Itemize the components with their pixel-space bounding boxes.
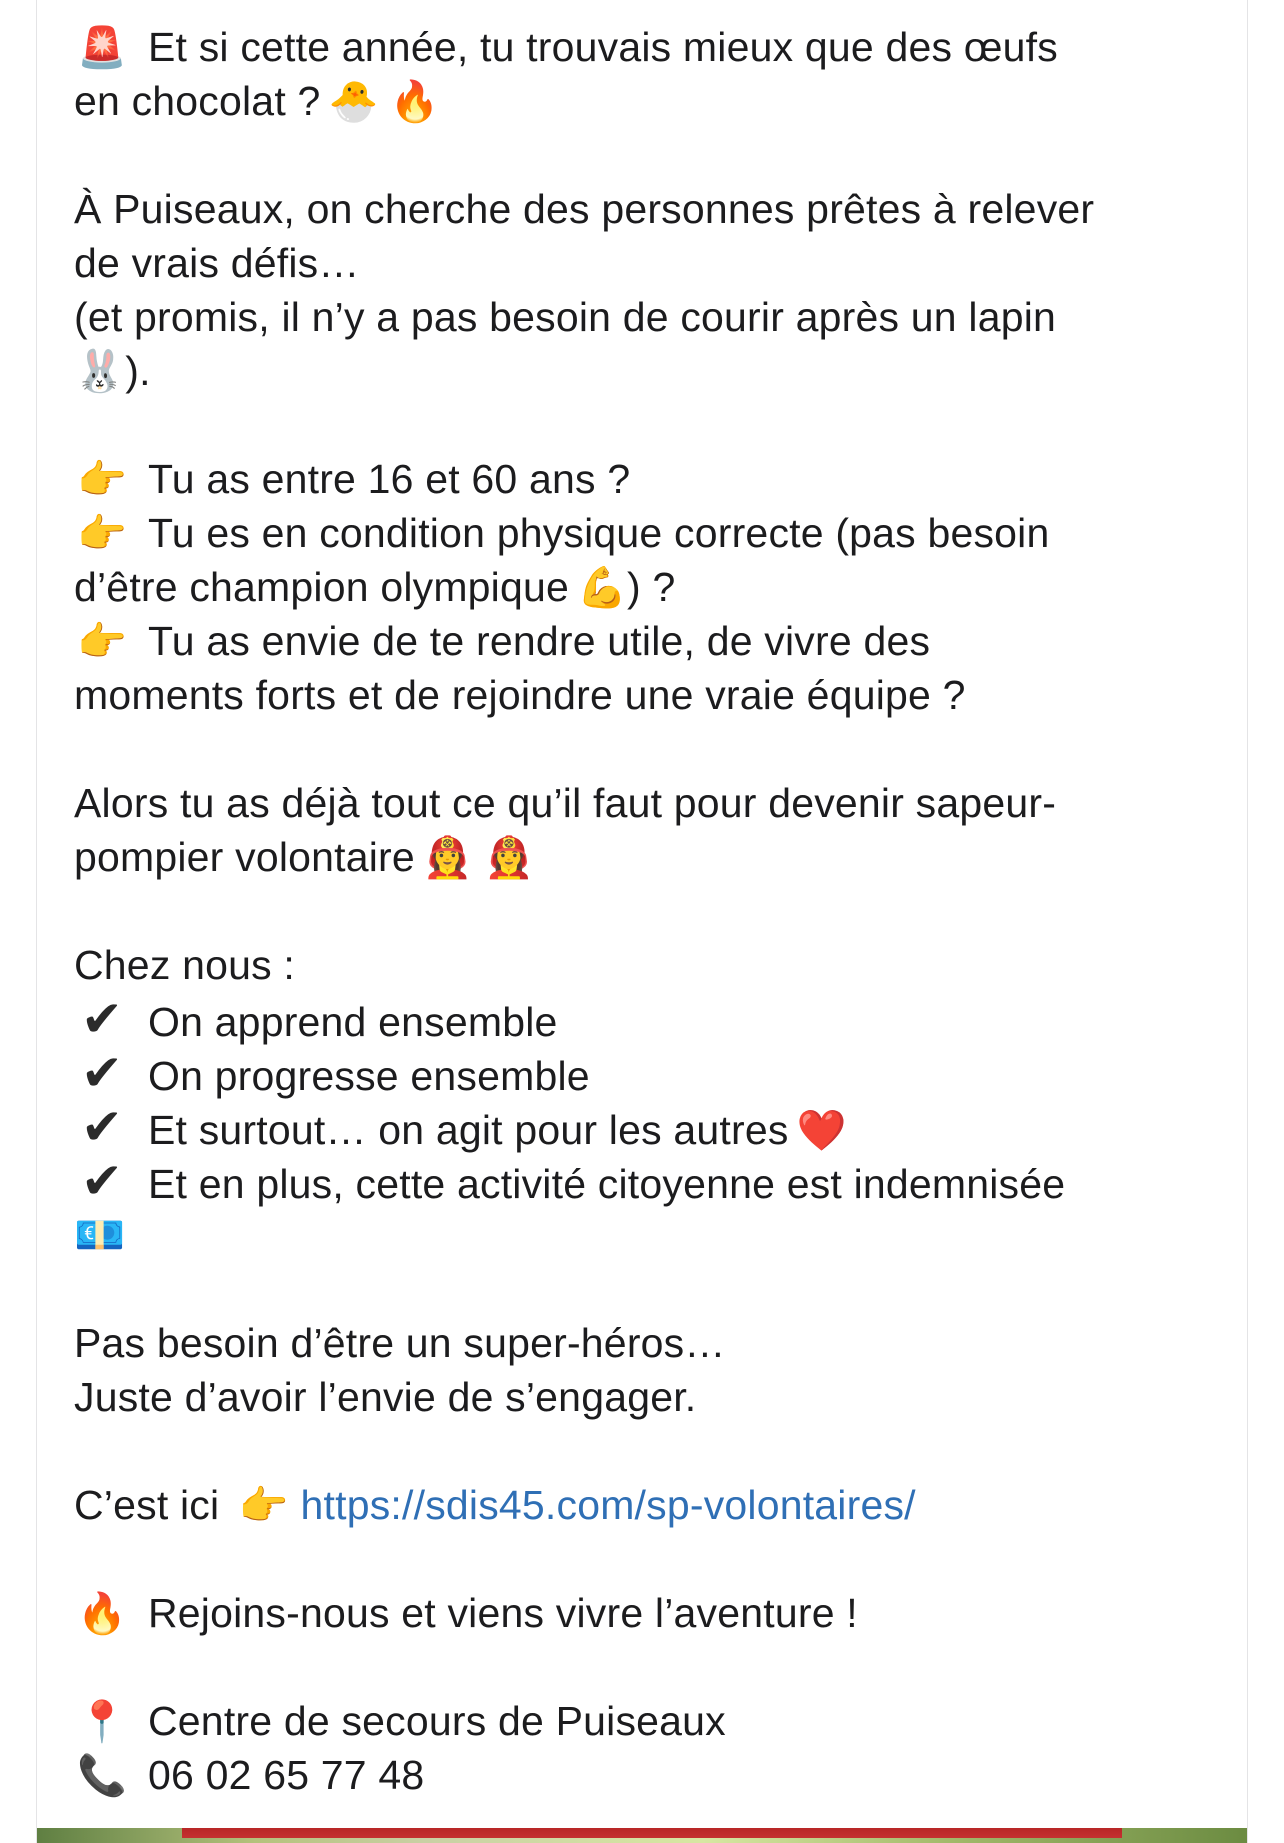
firefighter-icon: 👩‍🚒 👩‍🚒 — [422, 836, 535, 880]
puiseaux-line-4 — [74, 344, 1224, 398]
question-2-text-2: d’être champion olympique — [74, 564, 569, 610]
puiseaux-line-3: (et promis, il n’y a pas besoin de courir après un lapin — [74, 294, 1057, 340]
spacer — [74, 128, 1224, 182]
intro-text-2: en chocolat ? — [74, 78, 321, 124]
checklist-item-1 — [74, 992, 1224, 1046]
check-mark-icon: ✔ — [80, 1099, 124, 1155]
conclusion-line-2 — [74, 830, 1224, 884]
volunteer-link[interactable]: https://sdis45.com/sp-volontaires/ — [300, 1482, 916, 1528]
intro-line-1 — [74, 20, 1224, 74]
flexed-biceps-icon: 💪 — [577, 566, 628, 610]
post-container — [36, 0, 1248, 1843]
pointing-hand-icon: 👉 — [76, 458, 127, 502]
question-2-line-2 — [74, 560, 1224, 614]
question-2-line-1 — [74, 506, 1224, 560]
siren-icon: 🚨 — [76, 26, 127, 70]
fire-icon: 🔥 — [76, 1592, 127, 1636]
post-body — [74, 20, 1224, 1802]
hero-line-1: Pas besoin d’être un super-héros… — [74, 1320, 726, 1366]
checklist-item-3 — [74, 1100, 1224, 1154]
link-intro-text: C’est ici — [74, 1482, 220, 1528]
question-3-text-1: Tu as envie de te rendre utile, de vivre des — [148, 618, 931, 664]
question-1-text: Tu as entre 16 et 60 ans ? — [148, 456, 631, 502]
check-mark-icon: ✔ — [80, 1153, 124, 1209]
puiseaux-line-2: de vrais défis… — [74, 240, 360, 286]
hero-line-2: Juste d’avoir l’envie de s’engager. — [74, 1374, 697, 1420]
check-mark-icon: ✔ — [80, 1045, 124, 1101]
location-line — [74, 1694, 1224, 1748]
puiseaux-line-1: À Puiseaux, on cherche des personnes prêtes à relever — [74, 186, 1095, 232]
pointing-hand-icon: 👉 — [238, 1484, 289, 1528]
link-line — [74, 1478, 1224, 1532]
question-1 — [74, 452, 1224, 506]
question-2-end: ) ? — [627, 564, 676, 610]
checklist-text-1: On apprend ensemble — [148, 999, 558, 1045]
pointing-hand-icon: 👉 — [76, 512, 127, 556]
checklist-item-2 — [74, 1046, 1224, 1100]
phone-line — [74, 1748, 1224, 1802]
question-3-line-1 — [74, 614, 1224, 668]
checklist-item-4 — [74, 1154, 1224, 1208]
phone-number[interactable]: 06 02 65 77 48 — [148, 1752, 425, 1798]
check-mark-icon: ✔ — [80, 991, 124, 1047]
spacer — [74, 884, 1224, 938]
location-text: Centre de secours de Puiseaux — [148, 1698, 726, 1744]
question-2-text-1: Tu es en condition physique correcte (pas besoin — [148, 510, 1050, 556]
join-line — [74, 1586, 1224, 1640]
puiseaux-line-4-text: ). — [125, 348, 151, 394]
chick-fire-emoji-icon: 🐣 🔥 — [328, 80, 440, 124]
pointing-hand-icon: 👉 — [76, 620, 127, 664]
join-text: Rejoins-nous et viens vivre l’aventure ! — [148, 1590, 858, 1636]
pin-icon: 📍 — [76, 1700, 127, 1744]
phone-icon: 📞 — [76, 1754, 127, 1798]
checklist-text-4: Et en plus, cette activité citoyenne est indemnisée — [148, 1161, 1066, 1207]
rabbit-icon: 🐰 — [74, 348, 126, 394]
conclusion-line-1: Alors tu as déjà tout ce qu’il faut pour devenir sapeur- — [74, 780, 1057, 826]
post-image-preview[interactable] — [37, 1828, 1248, 1843]
checklist-item-4-emoji — [74, 1208, 1224, 1262]
spacer — [74, 1262, 1224, 1316]
spacer — [74, 1640, 1224, 1694]
spacer — [74, 398, 1224, 452]
red-heart-icon: ❤️ — [796, 1109, 847, 1153]
question-3-line-2: moments forts et de rejoindre une vraie équipe ? — [74, 672, 966, 718]
spacer — [74, 1532, 1224, 1586]
intro-line-2 — [74, 74, 1224, 128]
intro-text-1: Et si cette année, tu trouvais mieux que des œufs — [148, 24, 1058, 70]
spacer — [74, 722, 1224, 776]
checklist-text-3: Et surtout… on agit pour les autres — [148, 1107, 789, 1153]
spacer — [74, 1424, 1224, 1478]
conclusion-text-2: pompier volontaire — [74, 834, 415, 880]
chez-nous-heading: Chez nous : — [74, 942, 295, 988]
euro-banknote-icon: 💶 — [74, 1212, 126, 1258]
checklist-text-2: On progresse ensemble — [148, 1053, 590, 1099]
poster-title-partial — [182, 1828, 1122, 1838]
